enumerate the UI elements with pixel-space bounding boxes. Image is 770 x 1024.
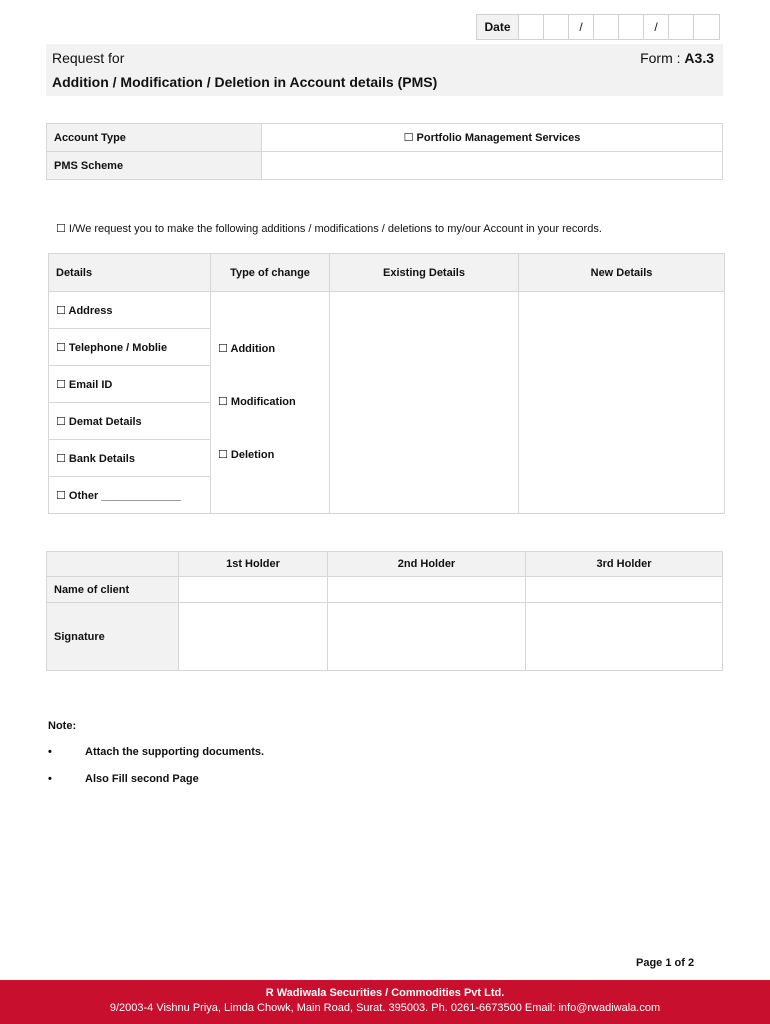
third-holder-name-field[interactable] xyxy=(526,577,723,603)
date-month-digit-2[interactable] xyxy=(619,15,644,39)
form-title: Addition / Modification / Deletion in Account details (PMS) xyxy=(52,74,438,90)
note-text: Also Fill second Page xyxy=(85,773,199,785)
bullet-dot: • xyxy=(48,746,52,758)
date-label: Date xyxy=(477,15,519,39)
holders-corner-header xyxy=(47,552,179,577)
first-holder-header: 1st Holder xyxy=(179,552,328,577)
pms-scheme-label: PMS Scheme xyxy=(47,152,262,180)
change-type-options xyxy=(211,292,330,514)
note-text: Attach the supporting documents. xyxy=(85,746,265,758)
footer-address: 9/2003-4 Vishnu Priya, Limda Chowk, Main Road, Surat. 395003. Ph. 0261-6673500 Email: info@rwadiwala.com xyxy=(109,1002,661,1014)
second-holder-name-field[interactable] xyxy=(328,577,526,603)
footer-bar xyxy=(0,980,770,1024)
date-year-digit-2[interactable] xyxy=(694,15,719,39)
account-type-label: Account Type xyxy=(47,124,262,152)
note-bullet xyxy=(48,746,264,758)
note-title: Note: xyxy=(48,720,77,732)
new-details-header: New Details xyxy=(519,254,725,292)
first-holder-name-field[interactable] xyxy=(179,577,328,603)
date-year-digit-1[interactable] xyxy=(669,15,694,39)
form-prefix: Form : xyxy=(640,50,685,66)
form-code: A3.3 xyxy=(684,50,714,66)
date-separator: / xyxy=(644,15,669,39)
modification-checkbox[interactable]: ☐ Modification xyxy=(218,396,296,408)
bullet-dot: • xyxy=(48,773,52,785)
third-holder-signature-field[interactable] xyxy=(526,603,723,671)
new-details-field[interactable] xyxy=(519,292,725,514)
details-table xyxy=(48,253,725,514)
existing-details-field[interactable] xyxy=(330,292,519,514)
demat-details-checkbox[interactable]: ☐ Demat Details xyxy=(49,403,211,440)
date-field[interactable] xyxy=(476,14,720,40)
date-day-digit-2[interactable] xyxy=(544,15,569,39)
other-checkbox[interactable]: ☐ Other _____________ xyxy=(49,477,211,514)
telephone-checkbox[interactable]: ☐ Telephone / Moblie xyxy=(49,329,211,366)
details-header: Details xyxy=(49,254,211,292)
addition-checkbox[interactable]: ☐ Addition xyxy=(218,343,276,355)
pms-scheme-field[interactable] xyxy=(262,152,723,180)
page-number: Page 1 of 2 xyxy=(636,957,695,969)
deletion-checkbox[interactable]: ☐ Deletion xyxy=(218,449,275,461)
bank-details-checkbox[interactable]: ☐ Bank Details xyxy=(49,440,211,477)
request-for-label: Request for xyxy=(52,50,125,66)
form-number xyxy=(640,50,714,66)
second-holder-header: 2nd Holder xyxy=(328,552,526,577)
third-holder-header: 3rd Holder xyxy=(526,552,723,577)
date-separator: / xyxy=(569,15,594,39)
portfolio-management-checkbox[interactable]: ☐ Portfolio Management Services xyxy=(262,124,723,152)
type-of-change-header: Type of change xyxy=(211,254,330,292)
footer-company: R Wadiwala Securities / Commodities Pvt Ltd. xyxy=(265,987,505,999)
date-day-digit-1[interactable] xyxy=(519,15,544,39)
signature-label: Signature xyxy=(47,603,179,671)
existing-details-header: Existing Details xyxy=(330,254,519,292)
holders-table xyxy=(46,551,723,671)
second-holder-signature-field[interactable] xyxy=(328,603,526,671)
address-checkbox[interactable]: ☐ Address xyxy=(49,292,211,329)
email-checkbox[interactable]: ☐ Email ID xyxy=(49,366,211,403)
request-checkbox[interactable]: ☐ I/We request you to make the following additions / modifications / deletions to my/our Account in your records. xyxy=(56,223,602,235)
first-holder-signature-field[interactable] xyxy=(179,603,328,671)
name-of-client-label: Name of client xyxy=(47,577,179,603)
note-bullet xyxy=(48,773,199,785)
account-table xyxy=(46,123,723,180)
date-month-digit-1[interactable] xyxy=(594,15,619,39)
